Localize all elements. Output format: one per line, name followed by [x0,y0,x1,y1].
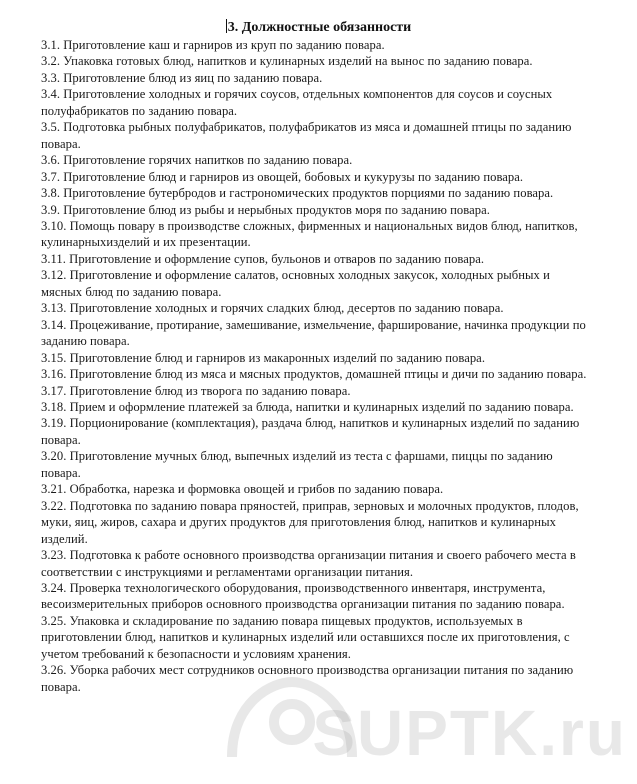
list-item: 3.23. Подготовка к работе основного производства организации питания и своего рабочего места в соответствии с инструкциями и регламентами организации питания. [41,548,576,579]
text-cursor [226,19,227,33]
list-item: 3.1. Приготовление каш и гарниров из круп по заданию повара. [41,38,385,52]
list-item: 3.11. Приготовление и оформление супов, бульонов и отваров по заданию повара. [41,251,485,266]
list-item: 3.15. Приготовление блюд и гарниров из макаронных изделий по заданию повара. [41,350,486,365]
list-item: 3.17. Приготовление блюд из творога по заданию повара. [41,383,351,398]
list-item: 3.12. Приготовление и оформление салатов, основных холодных закусок, холодных рыбных и мясных блюд по заданию повара. [41,268,550,299]
list-item: 3.8. Приготовление бутербродов и гастрономических продуктов порциями по заданию повара. [41,186,554,201]
list-item: 3.14. Процеживание, протирание, замешивание, измельчение, фарширование, начинка продукции по заданию повара. [41,317,586,349]
list-item: 3.7. Приготовление блюд и гарниров из овощей, бобовых и кукурузы по заданию повара. [41,169,524,184]
list-item: 3.9. Приготовление блюд из рыбы и нерыбных продуктов моря по заданию повара. [41,202,490,217]
list-item: 3.26. Уборка рабочих мест сотрудников основного производства организации питания по заданию повара. [41,663,574,694]
list-item: 3.18. Прием и оформление платежей за блюда, напитки и кулинарных изделий по заданию повара. [41,399,574,414]
list-item: 3.24. Проверка технологического оборудования, производственного инвентаря, инструмента, весоизмерительных приборов основного производства организации питания по заданию повара. [41,580,565,612]
list-item: 3.13. Приготовление холодных и горячих сладких блюд, десертов по заданию повара. [41,301,504,316]
list-item: 3.4. Приготовление холодных и горячих соусов, отдельных компонентов для соусов и соусных полуфабрикатов по заданию повара. [41,87,553,118]
list-item: 3.20. Приготовление мучных блюд, выпечных изделий из теста с фаршами, пиццы по заданию повара. [41,449,553,480]
watermark-text: SUPTK.ru [312,697,627,769]
list-item: 3.21. Обработка, нарезка и формовка овощей и грибов по заданию повара. [41,482,444,497]
list-item: 3.22. Подготовка по заданию повара пряностей, приправ, зерновых и молочных продуктов, плодов, муки, яиц, жиров, сахара и других продуктов для приготовления блюд, напитков и кулинарных изделий. [41,498,579,546]
list-item: 3.19. Порционирование (комплектация), раздача блюд, напитков и кулинарных изделий по заданию повара. [41,416,580,447]
duties-list [41,37,593,695]
section-title-text: 3. Должностные обязанности [227,20,412,35]
list-item: 3.6. Приготовление горячих напитков по заданию повара. [41,153,353,168]
list-item: 3.16. Приготовление блюд из мяса и мясных продуктов, домашней птицы и дичи по заданию повара. [41,367,587,382]
section-title [0,19,637,36]
list-item: 3.3. Приготовление блюд из яиц по заданию повара. [41,70,323,85]
list-item: 3.2. Упаковка готовых блюд, напитков и кулинарных изделий на вынос по заданию повара. [41,54,533,69]
list-item: 3.5. Подготовка рыбных полуфабрикатов, полуфабрикатов из мяса и домашней птицы по заданию повара. [41,120,572,151]
list-item: 3.10. Помощь повару в производстве сложных, фирменных и национальных видов блюд, напитков, кулинарныхизделий и их презентации. [41,218,578,250]
list-item: 3.25. Упаковка и складирование по заданию повара пищевых продуктов, используемых в приготовлении блюд, напитков и кулинарных изделий или оставшихся после их приготовления, с учетом требований к безопасности и условиям хранения. [41,613,570,661]
